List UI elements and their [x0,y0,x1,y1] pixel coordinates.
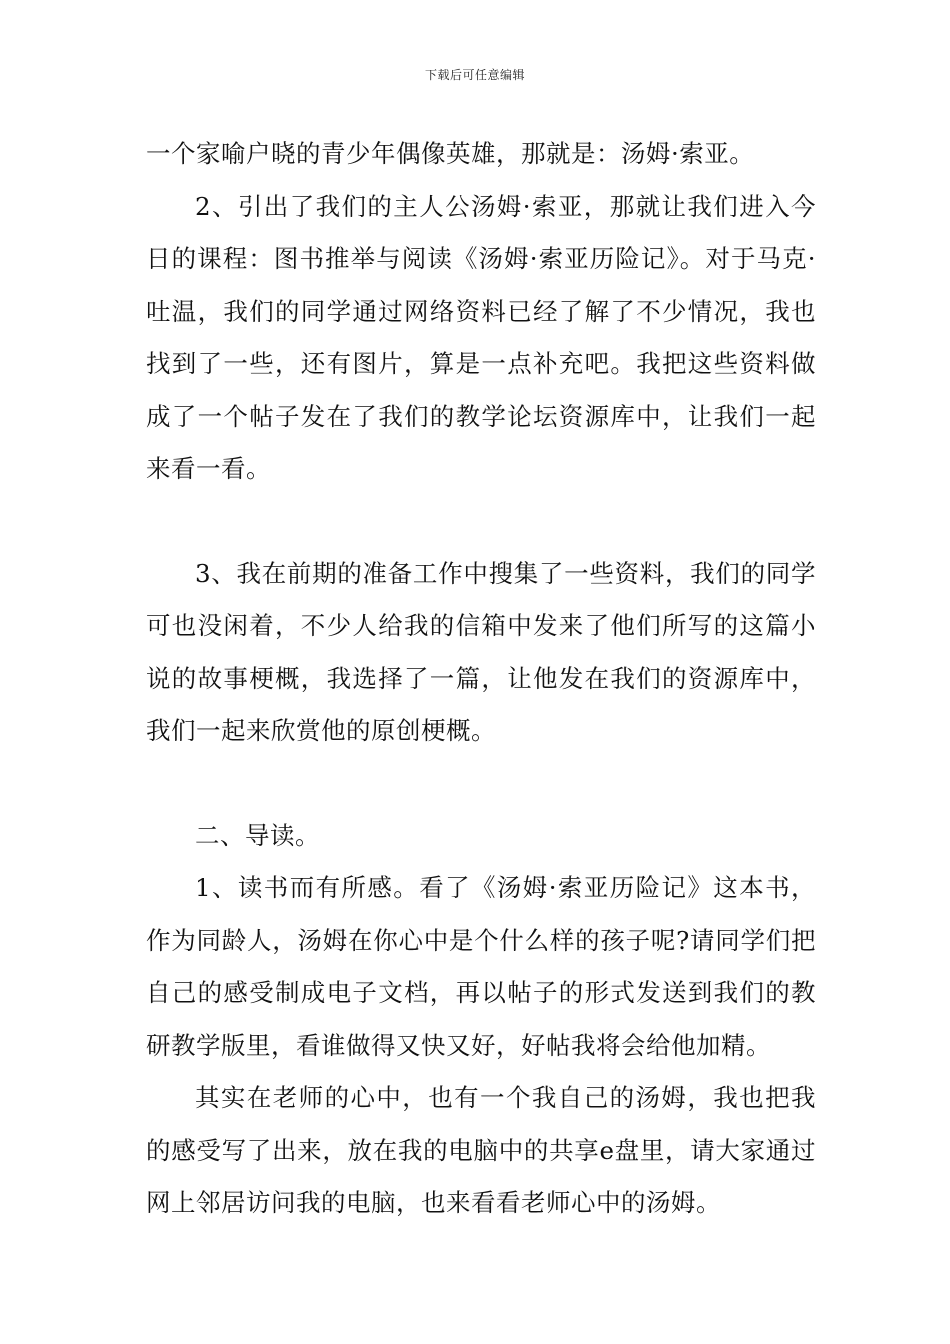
paragraph-intro-continuation: 一个家喻户晓的青少年偶像英雄，那就是：汤姆·索亚。 [146,139,755,168]
document-body [146,128,816,1230]
section-heading-guided-reading: 二、导读。 [195,820,320,850]
paragraph-item-3: 3、我在前期的准备工作中搜集了一些资料，我们的同学可也没闲着，不少人给我的信箱中发来了他们所写的这篇小说的故事梗概，我选择了一篇，让他发在我们的资源库中，我们一起来欣赏他的原创梗概。 [146,558,816,745]
paragraph-teacher-note: 其实在老师的心中，也有一个我自己的汤姆，我也把我的感受写了出来，放在我的电脑中的共享e盘里，请大家通过网上邻居访问我的电脑，也来看看老师心中的汤姆。 [146,1083,816,1217]
paragraph-reading-1: 1、读书而有所感。看了《汤姆·索亚历险记》这本书，作为同龄人，汤姆在你心中是个什么样的孩子呢?请同学们把自己的感受制成电子文档，再以帖子的形式发送到我们的教研教学版里，看谁做得又快又好，好帖我将会给他加精。 [146,873,816,1060]
paragraph-spacer [146,496,816,548]
page-header-note: 下载后可任意编辑 [424,68,525,82]
paragraph-item-2: 2、引出了我们的主人公汤姆·索亚，那就让我们进入今日的课程：图书推举与阅读《汤姆·索亚历险记》。对于马克·吐温，我们的同学通过网络资料已经了解了不少情况，我也找到了一些，还有图片，算是一点补充吧。我把这些资料做成了一个帖子发在了我们的教学论坛资源库中，让我们一起来看一看。 [146,191,816,483]
paragraph-spacer [146,758,816,810]
